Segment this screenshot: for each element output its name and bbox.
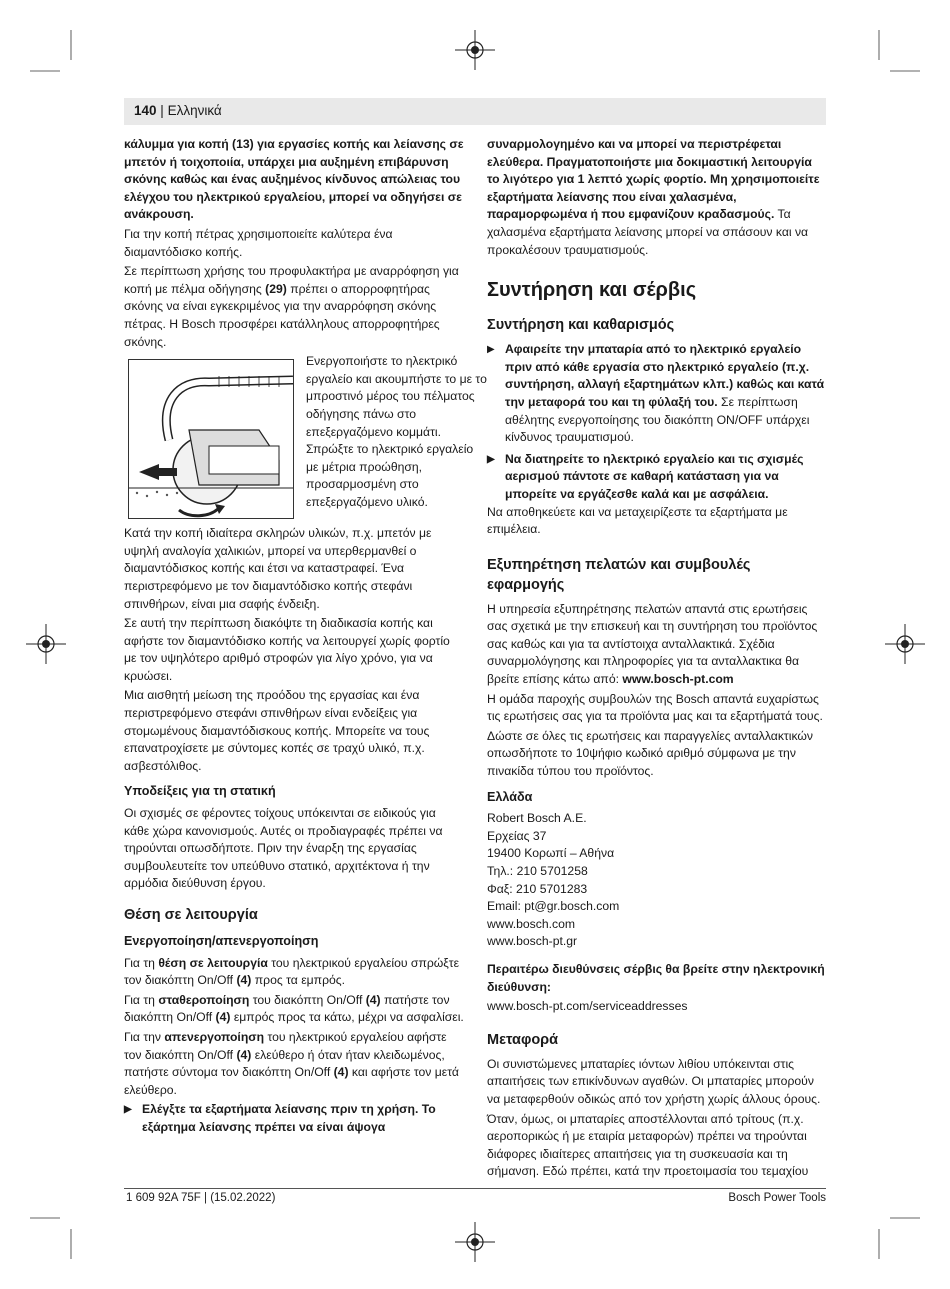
b1-plain: Σε περίπτωση αθέλητης ενεργοποίησης του διακόπτη ON/OFF υπάρχει κίνδυνος τραυματισμού.: [505, 394, 810, 445]
phone-line: Τηλ.: 210 5701258: [487, 864, 588, 878]
figure-block: [124, 353, 487, 525]
s3c: του ηλεκτρικού εργαλείου αφήστε τον διακόπτη On/Off: [124, 1029, 447, 1062]
cutting-illustration: [128, 359, 294, 519]
store-paragraph: Να αποθηκεύετε και να μεταχειρίζεστε τα εξαρτήματα με επιμέλεια.: [487, 504, 788, 537]
footer-brand: Bosch Power Tools: [728, 1192, 826, 1204]
triangle-bullet-icon: ▶: [487, 453, 495, 465]
left-column: [124, 136, 487, 1137]
accessory-check-continuation: [487, 136, 827, 259]
s1e: προς τα εμπρός.: [254, 973, 346, 988]
s3f: (4): [333, 1065, 349, 1080]
s1a: Για τη: [124, 955, 155, 970]
p2-text-a: Σε περίπτωση χρήσης του προφυλακτήρα με αναρρόφηση για κοπή με πέλμα οδήγησης: [124, 264, 459, 296]
check-accessories-bullet: [124, 1101, 464, 1136]
customer-service-paragraph: [487, 601, 827, 689]
cooling-paragraph: Σε αυτή την περίπτωση διακόψτε τη διαδικασία κοπής και αφήστε τον διαμαντόδισκο κοπής να λειτουργεί χωρίς φορτίο με τον υψηλότερο αριθμό στροφών για λίγο χρόνο, για να κρυώσει.: [124, 616, 450, 683]
service-addresses-link[interactable]: www.bosch-pt.com/serviceaddresses: [487, 999, 688, 1014]
s2d: (4): [365, 992, 381, 1007]
keep-clean-bullet: [487, 451, 827, 504]
s1d: (4): [236, 973, 252, 988]
triangle-bullet-icon: ▶: [124, 1104, 132, 1116]
address-block: [487, 810, 827, 951]
bullet1-text: Ελέγξτε τα εξαρτήματα λείανσης πριν τη χρήση. Το εξάρτημα λείανσης πρέπει να είναι άψογα: [142, 1102, 436, 1134]
s3d: (4): [236, 1047, 252, 1062]
figure-text: Ενεργοποιήστε το ηλεκτρικό εργαλείο και ακουμπήστε το με το μπροστινό μέρος του πέλματος οδήγησης πάνω στο επεξεργαζόμενο κομμάτι. Σπρώξτε το ηλεκτρικό εργαλείο με μέτρια προώθηση, προσαρμοσμένη στο επεξεργαζόμενο υλικό.: [306, 354, 487, 509]
s2f: (4): [215, 1010, 231, 1025]
bosch-pt-link[interactable]: www.bosch-pt.com: [622, 672, 734, 687]
p2-ref: (29): [265, 281, 287, 296]
website-line[interactable]: www.bosch.com: [487, 916, 576, 931]
switch-off-paragraph: [124, 1029, 464, 1099]
address-line: Robert Bosch A.E.: [487, 811, 587, 826]
website-line[interactable]: www.bosch-pt.gr: [487, 934, 578, 949]
remove-battery-bullet: [487, 341, 827, 447]
switch-on-paragraph: [124, 955, 464, 990]
cont-bold: συναρμολογημένο και να μπορεί να περιστρέφεται ελεύθερα. Πραγματοποιήστε μια δοκιμαστική λειτουργία το λιγότερο για 1 λεπτό χωρίς φορτίο. Μη χρησιμοποιείτε εξαρτήματα λείανσης που είναι χαλασμένα, παραμορφωμένα ή που εμφανίζουν κραδασμούς.: [487, 137, 820, 222]
s2b: σταθεροποίηση: [158, 992, 250, 1007]
s2c: του διακόπτη On/Off: [252, 992, 363, 1007]
maintenance-service-heading: Συντήρηση και σέρβις: [487, 279, 697, 302]
cust1-text: Η υπηρεσία εξυπηρέτησης πελατών απαντά στις ερωτήσεις σας σχετικά με την επισκευή και τη συντήρηση του προϊόντος σας καθώς και για τα αντίστοιχα ανταλλακτικά. Σχέδια συναρμολόγησης και πληροφορίες για τα ανταλλακτικα θα βρείτε επίσης κάτω από:: [487, 601, 818, 687]
country-heading: Ελλάδα: [487, 789, 533, 804]
s3e: ελεύθερο ή όταν ήταν κλειδωμένος, πατήστε σύντομα τον διακόπτη On/Off: [124, 1047, 445, 1080]
static-heading: Υποδείξεις για τη στατική: [124, 784, 276, 799]
s3b: απενεργοποίηση: [164, 1029, 265, 1044]
address-line: 19400 Κορωπί – Αθήνα: [487, 846, 615, 861]
stone-cutting-paragraph: Για την κοπή πέτρας χρησιμοποιείτε καλύτερα ένα διαμαντόδισκο κοπής.: [124, 226, 393, 259]
page-number: 140: [134, 103, 157, 118]
s2g: εμπρός προς τα κάτω, μέχρι να ασφαλίσει.: [233, 1010, 464, 1025]
header-text: [134, 103, 222, 118]
s3a: Για την: [124, 1029, 162, 1044]
more-addresses-label: Περαιτέρω διευθύνσεις σέρβις θα βρείτε στην ηλεκτρονική διεύθυνση:: [487, 961, 825, 994]
email-line[interactable]: Email: pt@gr.bosch.com: [487, 899, 620, 914]
s2e: πατήστε τον διακόπτη On/Off: [124, 992, 450, 1025]
transport-paragraph-1: Οι συνιστώμενες μπαταρίες ιόντων λιθίου υπόκεινται στις απαιτήσεις των επικίνδυνων αγαθών. Οι μπαταρίες μπορούν να μεταφερθούν οδικώς από τον χρήστη χωρίς άλλους όρους.: [487, 1056, 821, 1106]
order-paragraph: Δώστε σε όλες τις ερωτήσεις και παραγγελίες ανταλλακτικών οπωσδήποτε το 10ψήφιο κωδικό αριθμό σύμφωνα με την πινακίδα τύπου του προϊόντος.: [487, 728, 813, 779]
b1-bold: Αφαιρείτε την μπαταρία από το ηλεκτρικό εργαλείο πριν από κάθε εργασία στο ηλεκτρικό εργαλείο (π.χ. συντήρηση, αλλαγή εξαρτημάτων κλπ.) καθώς και κατά την μεταφορά του και τη φύλαξή του.: [505, 342, 825, 409]
lock-paragraph: [124, 992, 464, 1027]
transport-heading: Μεταφορά: [487, 1031, 559, 1048]
maintenance-cleaning-heading: Συντήρηση και καθαρισμός: [487, 317, 675, 334]
static-paragraph: Οι σχισμές σε φέροντες τοίχους υπόκεινται σε ειδικούς για κάθε χώρα κανονισμούς. Αυτές οι προδιαγραφές πρέπει να τηρούνται οπωσδήποτε. Πριν την έναρξη της εργασίας συμβουλευτείτε τον υπεύθυνο στατικό, αρχιτέκτονα ή την αρμόδια διεύθυνση έργου.: [124, 806, 443, 891]
blunt-disc-paragraph: Μια αισθητή μείωση της προόδου της εργασίας και ένα περιστρεφόμενο στεφάνι σπινθήρων είναι ενδείξεις για στομωμένους διαμαντόδισκους κοπής. Μπορείτε να τους επανατροχίσετε με σύντομες κοπές σε τραχύ υλικό, π.χ. ασβεστόλιθος.: [124, 688, 430, 773]
transport-paragraph-2: Όταν, όμως, οι μπαταρίες αποστέλλονται από τρίτους (π.χ. αεροπορικώς ή με εταιρία μεταφορών) πρέπει να τηρούνται διάφορες ιδιαίτερες απαιτήσεις για τη συσκευασία και τη σήμανση. Εδώ πρέπει, κατά την προετοιμασία του τεμαχίου: [487, 1111, 809, 1179]
triangle-bullet-icon: ▶: [487, 344, 495, 356]
warning-continuation: κάλυμμα για κοπή (13) για εργασίες κοπής και λείανσης σε μπετόν ή τοιχοποιία, υπάρχει μια αυξημένη επιβάρυνση σκόνης καθώς και ένας αυξημένος κίνδυνος απώλειας του ελέγχου του ηλεκτρικού εργαλείου, μπορεί να οδηγήσει σε ανάκρουση.: [124, 137, 464, 222]
page-footer: [124, 1188, 826, 1204]
right-column: [487, 136, 827, 1183]
cont-plain: Τα χαλασμένα εξαρτήματα λείανσης μπορεί να σπάσουν και να προκαλέσουν τραυματισμούς.: [487, 207, 809, 257]
hard-material-paragraph: Κατά την κοπή ιδιαίτερα σκληρών υλικών, π.χ. μπετόν με υψηλή αναλογία χαλικιών, μπορεί να υπερθερμανθεί ο διαμαντόδισκος κοπής και έτσι να καταστραφεί. Ένα περιστρεφόμενο με τον διαμαντόδισκο κοπής στεφάνι σπινθήρων, είναι μια σαφής ένδειξη.: [124, 526, 432, 611]
p2-text-b: πρέπει ο απορροφητήρας σκόνης να είναι εγκεκριμένος για την αναρρόφηση σκόνης πέτρας. Η Bosch προσφέρει κατάλληλους απορροφητήρες σκόνης.: [124, 281, 440, 349]
dust-extraction-paragraph: [124, 263, 464, 351]
page-header: [124, 98, 826, 125]
onoff-heading: Ενεργοποίηση/απενεργοποίηση: [124, 934, 319, 948]
customer-service-heading: Εξυπηρέτηση πελατών και συμβουλές εφαρμογής: [487, 556, 751, 593]
s2a: Για τη: [124, 992, 155, 1007]
address-line: Ερχείας 37: [487, 828, 547, 843]
s1c: του ηλεκτρικού εργαλείου σπρώξτε τον διακόπτη On/Off: [124, 955, 460, 988]
s1b: θέση σε λειτουργία: [158, 955, 268, 970]
operation-heading: Θέση σε λειτουργία: [124, 907, 258, 923]
fax-line: Φαξ: 210 5701283: [487, 881, 588, 896]
consulting-paragraph: Η ομάδα παροχής συμβουλών της Bosch απαντά ευχαρίστως τις ερωτήσεις σας για τα προϊόντα μας και τα εξαρτήματά τους.: [487, 691, 823, 724]
header-separator: |: [160, 103, 164, 118]
footer-doc-id: 1 609 92A 75F | (15.02.2022): [126, 1192, 276, 1204]
s3g: και αφήστε τον μετά ελεύθερο.: [124, 1065, 459, 1097]
header-language: Ελληνικά: [167, 103, 222, 118]
b2-bold: Να διατηρείτε το ηλεκτρικό εργαλείο και τις σχισμές αερισμού πάντοτε σε καθαρή κατάσταση για να μπορείτε να εργάζεσθε καλά και με ασφάλεια.: [505, 451, 804, 501]
